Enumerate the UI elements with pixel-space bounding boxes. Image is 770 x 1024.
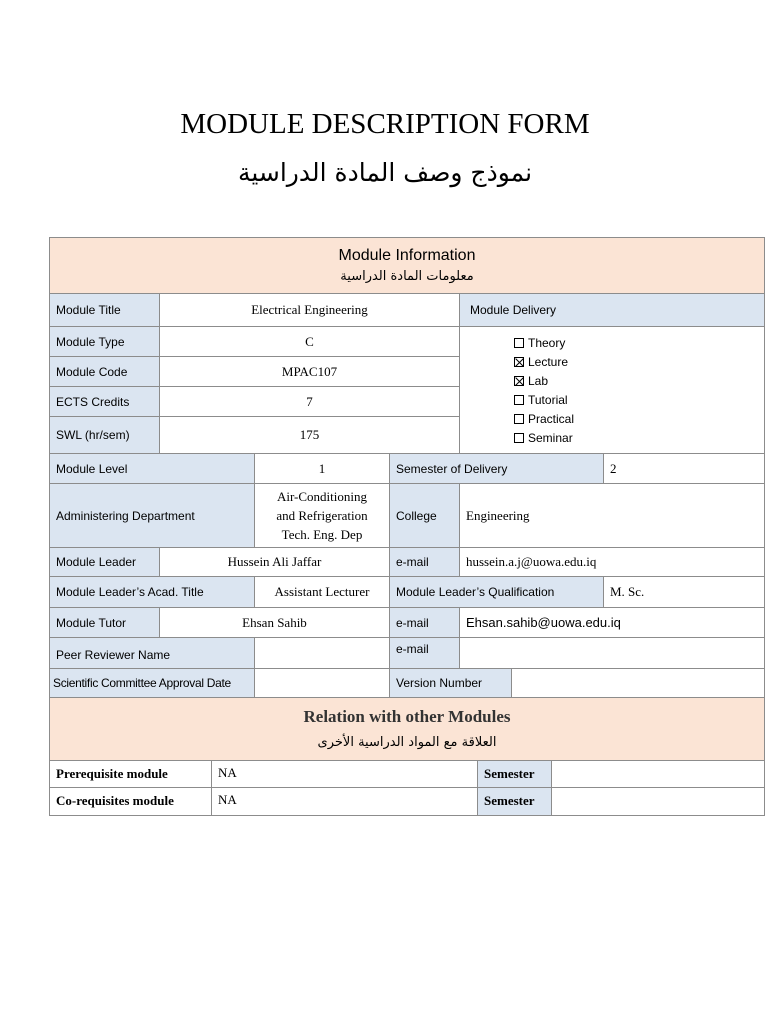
ects-value: 7 [160,387,460,417]
peer-reviewer-label: Peer Reviewer Name [50,638,255,669]
corequisite-label: Co-requisites module [50,787,212,815]
module-level-label: Module Level [50,454,255,484]
module-type-label: Module Type [50,327,160,357]
corequisite-semester-value [552,787,765,815]
delivery-option-lecture: Lecture [466,352,758,371]
relation-heading [50,698,765,760]
page-title: MODULE DESCRIPTION FORM [180,108,590,140]
module-info-heading-en: Module Information [338,247,476,264]
leader-qualification-label: Module Leader’s Qualification [390,577,604,608]
approval-date-label: Scientific Committee Approval Date [50,669,255,698]
module-form [49,237,764,816]
leader-email-label: e-mail [390,548,460,577]
prerequisite-label: Prerequisite module [50,760,212,787]
relation-heading-ar: العلاقة مع المواد الدراسية الأخرى [317,735,497,751]
swl-value: 175 [160,417,460,454]
leader-qualification-value: M. Sc. [604,577,765,608]
peer-email-label: e-mail [390,638,460,669]
module-title-value: Electrical Engineering [160,294,460,327]
leader-title-value: Assistant Lecturer [255,577,390,608]
module-delivery-label: Module Delivery [460,294,765,327]
delivery-option-seminar: Seminar [466,428,758,447]
delivery-option-theory: Theory [466,333,758,352]
module-tutor-value: Ehsan Sahib [160,608,390,638]
checkbox-icon [514,414,524,424]
relation-table [49,698,765,816]
leader-email-value: hussein.a.j@uowa.edu.iq [460,548,765,577]
delivery-option-practical: Practical [466,409,758,428]
module-code-value: MPAC107 [160,357,460,387]
checkbox-icon [514,395,524,405]
relation-heading-en: Relation with other Modules [303,707,511,727]
version-number-label: Version Number [390,669,512,698]
prerequisite-semester-value [552,760,765,787]
module-leader-value: Hussein Ali Jaffar [160,548,390,577]
checked-checkbox-icon [514,376,524,386]
tutor-email-label: e-mail [390,608,460,638]
leader-title-label: Module Leader’s Acad. Title [50,577,255,608]
checkbox-icon [514,433,524,443]
tutor-email-value: Ehsan.sahib@uowa.edu.iq [460,608,765,638]
module-info-heading [50,238,765,294]
version-number-value [512,669,765,698]
prerequisite-value: NA [212,760,478,787]
prerequisite-semester-label: Semester [478,760,552,787]
module-type-value: C [160,327,460,357]
delivery-option-tutorial: Tutorial [466,390,758,409]
admin-dept-label: Administering Department [50,484,255,548]
module-delivery-options [460,327,765,454]
delivery-option-lab: Lab [466,371,758,390]
peer-reviewer-value [255,638,390,669]
module-leader-label: Module Leader [50,548,160,577]
module-level-value: 1 [255,454,390,484]
module-tutor-label: Module Tutor [50,608,160,638]
module-code-label: Module Code [50,357,160,387]
corequisite-value: NA [212,787,478,815]
module-title-label: Module Title [50,294,160,327]
semester-delivery-value: 2 [604,454,765,484]
college-label: College [390,484,460,548]
checkbox-icon [514,338,524,348]
admin-dept-value: Air-Conditioning and Refrigeration Tech. Eng. Dep [255,484,390,548]
semester-delivery-label: Semester of Delivery [390,454,604,484]
college-value: Engineering [460,484,765,548]
checked-checkbox-icon [514,357,524,367]
peer-email-value [460,638,765,669]
module-info-heading-ar: معلومات المادة الدراسية [340,269,474,284]
page-title-arabic: نموذج وصف المادة الدراسية [237,158,533,187]
swl-label: SWL (hr/sem) [50,417,160,454]
ects-label: ECTS Credits [50,387,160,417]
corequisite-semester-label: Semester [478,787,552,815]
module-info-table [49,237,765,698]
approval-date-value [255,669,390,698]
